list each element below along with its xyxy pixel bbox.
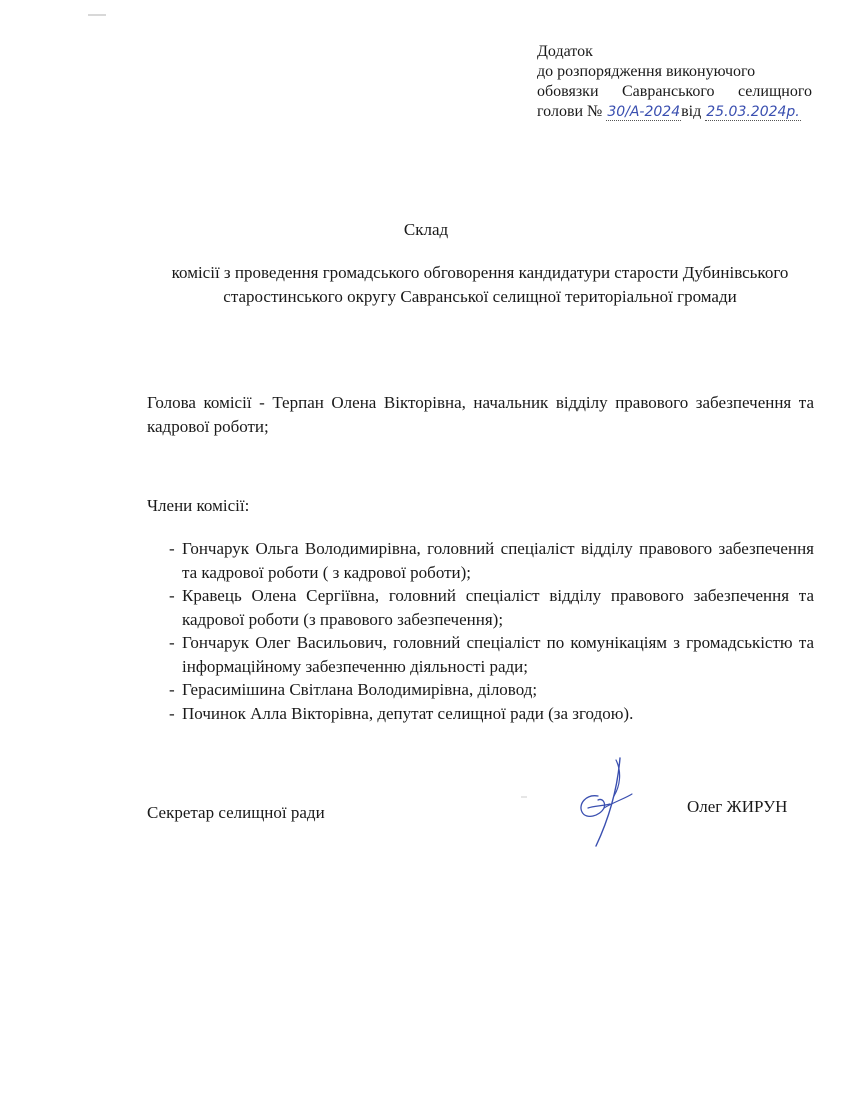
list-item	[147, 537, 814, 584]
appendix-line-4-mid: від	[681, 103, 702, 120]
list-item	[147, 584, 814, 631]
appendix-title: Додаток	[537, 43, 593, 60]
appendix-line-4-prefix: голови №	[537, 103, 603, 120]
appendix-line-3: обовязки Савранського селищного	[537, 83, 812, 100]
scan-artifact	[88, 14, 106, 16]
list-item	[147, 631, 814, 678]
order-number-handwritten: 30/А-2024	[607, 104, 681, 120]
signer-name: Олег ЖИРУН	[687, 797, 788, 816]
appendix-header	[537, 42, 812, 122]
list-item	[147, 702, 814, 726]
order-date-handwritten: 25.03.2024р.	[706, 104, 800, 120]
member-text: Гончарук Ольга Володимирівна, головний спеціаліст відділу правового забезпечення та кадрової роботи ( з кадрової роботи);	[182, 539, 814, 582]
member-text: Герасимішина Світлана Володимирівна, діловод;	[182, 680, 538, 699]
document-title: Склад	[403, 220, 449, 239]
appendix-line-4	[537, 102, 812, 122]
member-text: Кравець Олена Сергіївна, головний спеціаліст відділу правового забезпечення та кадрової роботи (з правового забезпечення);	[182, 586, 814, 629]
appendix-line-2: до розпорядження виконуючого	[537, 63, 756, 80]
member-text: Починок Алла Вікторівна, депутат селищної ради (за згодою).	[182, 703, 634, 723]
members-list	[147, 537, 814, 725]
secretary-position: Секретар селищної ради	[147, 803, 325, 822]
member-text: Гончарук Олег Васильович, головний спеціаліст по комунікаціям з громадськістю та інформаційному забезпеченню діяльності ради;	[182, 633, 814, 676]
list-bullet: -	[169, 539, 175, 558]
commission-chair: Голова комісії - Терпан Олена Вікторівна, начальник відділу правового забезпечення та кадрової роботи;	[147, 393, 814, 436]
list-bullet: -	[169, 586, 175, 605]
document-subtitle: комісії з проведення громадського обговорення кандидатури старости Дубинівського старостинського округу Савранської селищної територіальної громади	[171, 263, 789, 306]
members-label: Члени комісії:	[147, 496, 250, 515]
list-bullet: -	[169, 633, 175, 652]
handwritten-signature	[568, 752, 638, 852]
list-bullet: -	[169, 680, 175, 699]
list-item	[147, 678, 814, 702]
scan-artifact	[521, 796, 527, 798]
list-bullet: -	[169, 703, 175, 723]
